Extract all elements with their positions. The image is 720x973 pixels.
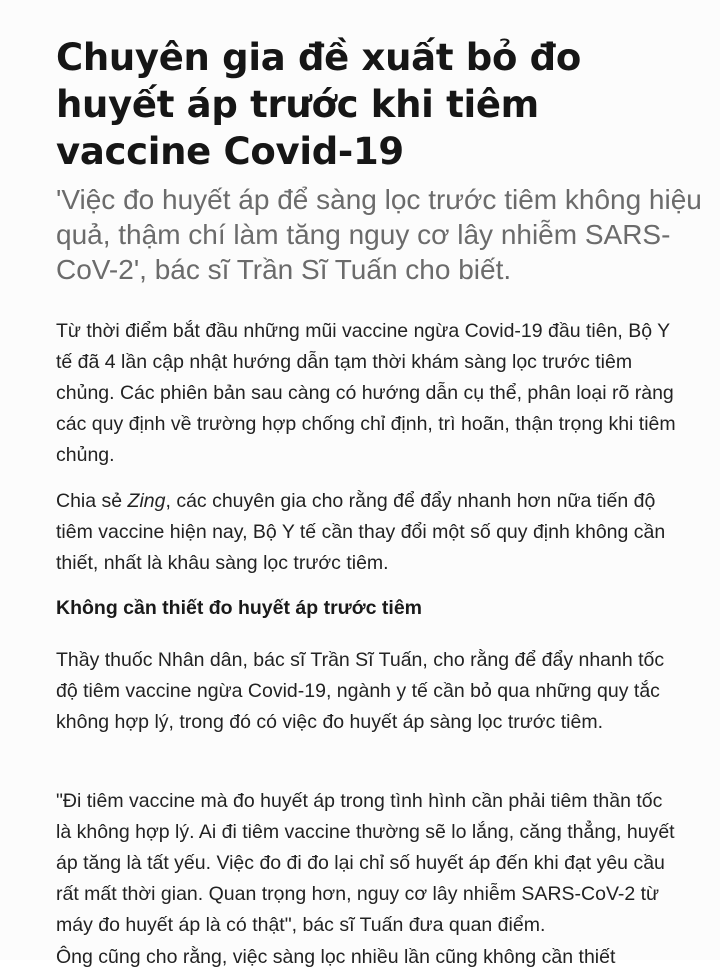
article-headline: Chuyên gia đề xuất bỏ đo huyết áp trước khi tiêm vaccine Covid-19	[56, 36, 581, 173]
paragraph-1: Từ thời điểm bắt đầu những mũi vaccine ngừa Covid-19 đầu tiên, Bộ Y tế đã 4 lần cập nhật hướng dẫn tạm thời khám sàng lọc trước tiêm chủng. Các phiên bản sau càng có hướng dẫn cụ thể, phân loại rõ ràng các quy định về trường hợp chống chỉ định, trì hoãn, thận trọng khi tiêm chủng.	[56, 320, 676, 466]
paragraph-2-suffix: , các chuyên gia cho rằng để đẩy nhanh hơn nữa tiến độ tiêm vaccine hiện nay, Bộ Y tế cần thay đổi một số quy định không cần thiết, nhất là khâu sàng lọc trước tiêm.	[56, 490, 666, 574]
source-name-zing: Zing	[127, 490, 166, 512]
section-subheading: Không cần thiết đo huyết áp trước tiêm	[56, 597, 423, 619]
paragraph-4-quote: "Đi tiêm vaccine mà đo huyết áp trong tình hình cần phải tiêm thần tốc là không hợp lý. Ai đi tiêm vaccine thường sẽ lo lắng, căng thẳng, huyết áp tăng là tất yếu. Việc đo đi đo lại chỉ số huyết áp đến khi đạt yêu cầu rất mất thời gian. Quan trọng hơn, nguy cơ lây nhiễm SARS-CoV-2 từ máy đo huyết áp là có thật", bác sĩ Tuấn đưa quan điểm.	[56, 790, 675, 936]
paragraph-2	[56, 486, 676, 579]
paragraph-2-prefix: Chia sẻ	[56, 490, 128, 512]
article-sapo: 'Việc đo huyết áp để sàng lọc trước tiêm không hiệu quả, thậm chí làm tăng nguy cơ lây nhiễm SARS-CoV-2', bác sĩ Trần Sĩ Tuấn cho biết.	[56, 184, 702, 285]
paragraph-3: Thầy thuốc Nhân dân, bác sĩ Trần Sĩ Tuấn, cho rằng để đẩy nhanh tốc độ tiêm vaccine ngừa Covid-19, ngành y tế cần bỏ qua những quy tắc không hợp lý, trong đó có việc đo huyết áp sàng lọc trước tiêm.	[56, 649, 665, 733]
paragraph-5-partial: Ông cũng cho rằng, việc sàng lọc nhiều lần cũng không cần thiết	[56, 946, 616, 968]
